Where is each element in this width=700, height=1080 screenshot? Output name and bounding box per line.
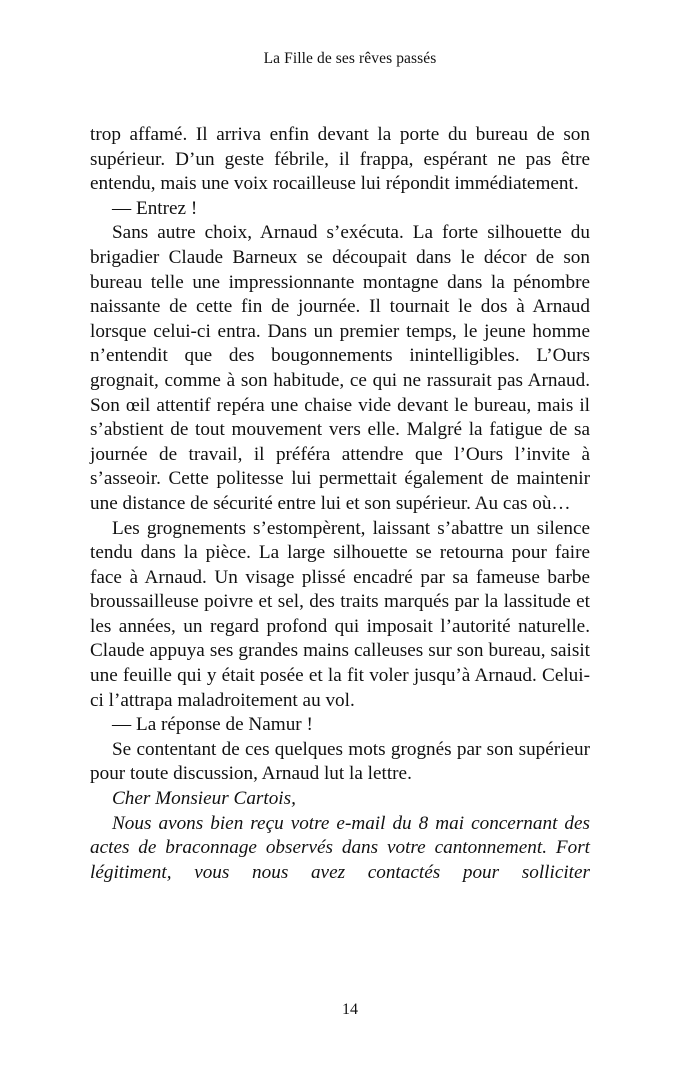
letter-body: Nous avons bien reçu votre e-mail du 8 mai concernant des actes de braconnage observés dans votre cantonnement. Fort légitiment, vous nous avez contactés pour solliciter — [90, 812, 590, 883]
letter-salutation: Cher Monsieur Cartois, — [112, 788, 296, 810]
paragraph: Sans autre choix, Arnaud s’exécuta. La forte silhouette du brigadier Claude Barneux se découpait dans le décor de son bureau telle une impressionnante montagne dans la pénombre naissante de cette fin de journée. Il tournait le dos à Arnaud lorsque celui-ci entra. Dans un premier temps, le jeune homme n’entendit que des bougonnements inintelligibles. L’Ours grognait, comme à son habitude, ce qui ne rassurait pas Arnaud. Son œil attentif repéra une chaise vide devant le bureau, mais il s’abstient de tout mouvement vers elle. Malgré la fatigue de sa journée de travail, il préféra attendre que l’Ours l’invite à s’asseoir. Cette politesse lui permettait également de maintenir une distance de sécurité entre lui et son supérieur. Au cas où… — [90, 222, 590, 514]
running-head-title: La Fille de ses rêves passés — [263, 50, 437, 67]
dialogue-line: — Entrez ! — [112, 197, 198, 219]
body-text — [90, 123, 590, 885]
paragraph: Se contentant de ces quelques mots grognés par son supérieur pour toute discussion, Arnaud lut la lettre. — [90, 738, 590, 785]
page-number: 14 — [342, 1001, 358, 1018]
paragraph-continued: trop affamé. Il arriva enfin devant la porte du bureau de son supérieur. D’un geste fébrile, il frappa, espérant ne pas être entendu, mais une voix rocailleuse lui répondit immédiatement. — [90, 124, 590, 195]
dialogue-line: — La réponse de Namur ! — [112, 714, 313, 736]
paragraph: Les grognements s’estompèrent, laissant s’abattre un silence tendu dans la pièce. La large silhouette se retourna pour faire face à Arnaud. Un visage plissé encadré par sa fameuse barbe broussailleuse poivre et sel, des traits marqués par la lassitude et les années, un regard profond qui imposait l’autorité naturelle. Claude appuya ses grandes mains calleuses sur son bureau, saisit une feuille qui y était posée et la fit voler jusqu’à Arnaud. Celui-ci l’attrapa maladroitement au vol. — [90, 517, 590, 711]
